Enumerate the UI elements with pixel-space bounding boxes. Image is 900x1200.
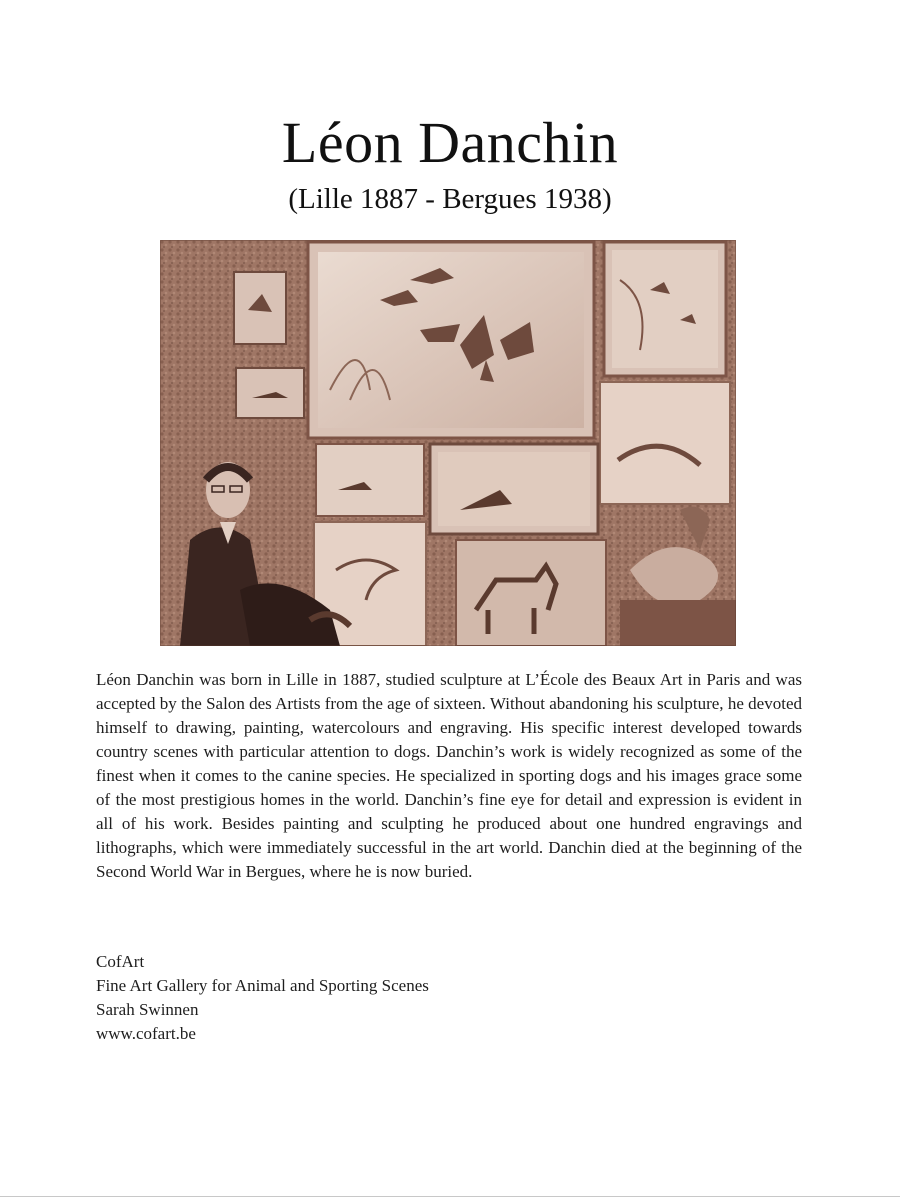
page-subtitle: (Lille 1887 - Bergues 1938) xyxy=(288,183,612,215)
biography-paragraph: Léon Danchin was born in Lille in 1887, studied sculpture at L’École des Beaux Art in Paris and was accepted by the Salon des Artists from the age of sixteen. Without abandoning his sculpture, he devoted himself to drawing, painting, watercolours and engraving. His specific interest developed towards country scenes with particular attention to dogs. Danchin’s work is widely recognized as some of the finest when it comes to the canine species. He specialized in sporting dogs and his images grace some of the most prestigious homes in the world. Danchin’s fine eye for detail and expression is evident in all of his work. Besides painting and sculpting he produced about one hundred engravings and lithographs, which were immediately successful in the art world. Danchin died at the beginning of the Second World War in Bergues, where he is now buried. xyxy=(96,670,802,881)
page-title: Léon Danchin xyxy=(281,110,619,175)
contact-name: Sarah Swinnen xyxy=(96,1000,199,1019)
artist-photograph xyxy=(160,240,736,646)
gallery-name: CofArt xyxy=(96,952,145,971)
page-bottom-divider xyxy=(0,1196,900,1197)
gallery-description: Fine Art Gallery for Animal and Sporting Scenes xyxy=(96,976,429,995)
website-link[interactable]: www.cofart.be xyxy=(96,1024,196,1043)
credits-block xyxy=(96,950,429,1046)
